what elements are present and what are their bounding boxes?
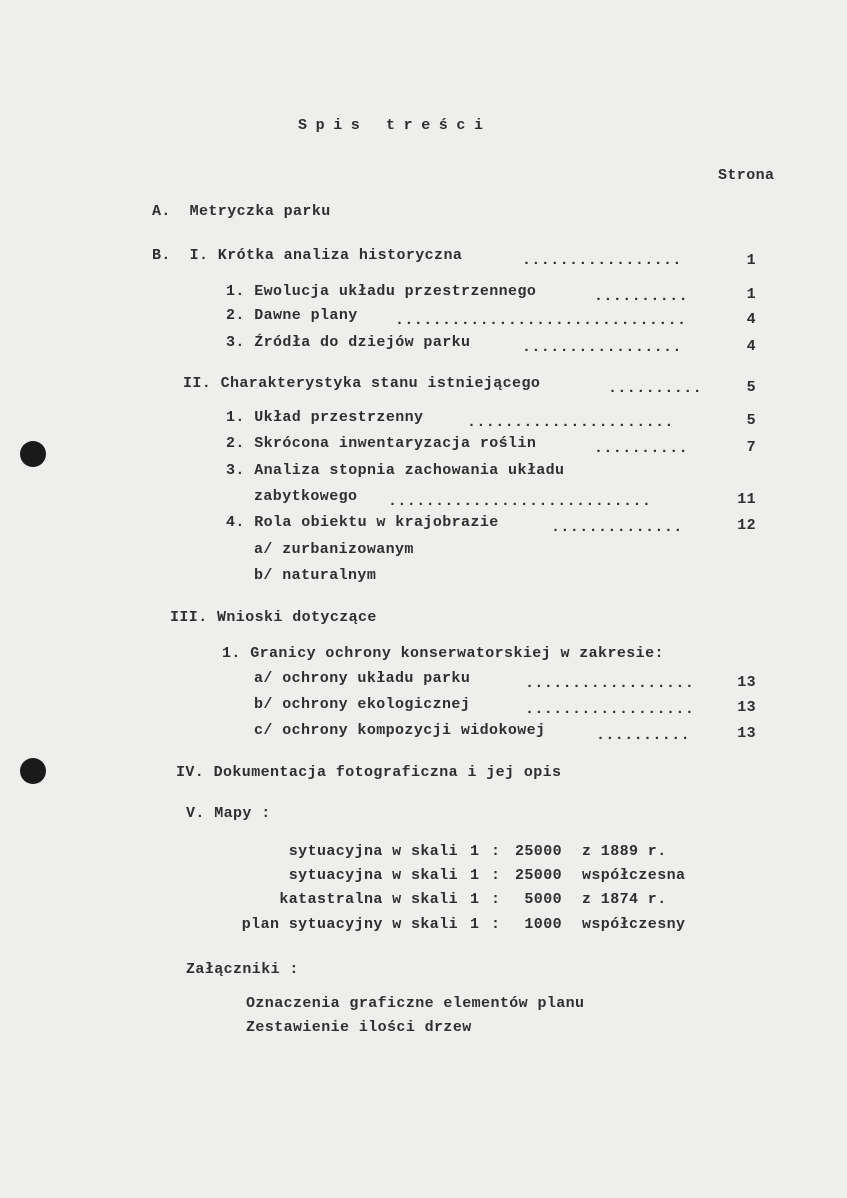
binder-hole-top (20, 441, 46, 467)
toc-entry-page: 4 (746, 311, 756, 328)
toc-entry-label: a/ ochrony układu parku (254, 670, 471, 687)
toc-entry-leader: .......... (608, 380, 703, 397)
attachment-item: Zestawienie ilości drzew (246, 1019, 472, 1036)
map-ratio-a: 1 (470, 843, 480, 860)
map-name: katastralna w skali (279, 891, 458, 908)
toc-entry-page: 13 (737, 725, 756, 742)
toc-entry-label: a/ zurbanizowanym (254, 541, 414, 558)
toc-entry-label: 1. Układ przestrzenny (226, 409, 424, 426)
map-ratio-a: 1 (470, 891, 480, 908)
map-ratio-a: 1 (470, 867, 480, 884)
toc-entry-leader: ............................ (388, 493, 652, 510)
toc-entry-page: 13 (737, 674, 756, 691)
map-ratio-b: 1000 (524, 916, 562, 933)
toc-entry-label: b/ ochrony ekologicznej (254, 696, 471, 713)
toc-entry-label: A. Metryczka parku (152, 203, 331, 220)
map-note: z 1889 r. (582, 843, 667, 860)
page-title: Spis treści (298, 117, 492, 134)
toc-entry-label: 1. Ewolucja układu przestrzennego (226, 283, 537, 300)
map-ratio-sep: : (491, 916, 501, 933)
toc-entry-page: 1 (746, 286, 756, 303)
toc-entry-page: 5 (746, 412, 756, 429)
toc-entry-page: 1 (746, 252, 756, 269)
map-note: z 1874 r. (582, 891, 667, 908)
toc-entry-label: zabytkowego (254, 488, 358, 505)
map-ratio-b: 5000 (524, 891, 562, 908)
map-ratio-a: 1 (470, 916, 480, 933)
toc-entry-page: 12 (737, 517, 756, 534)
map-name: plan sytuacyjny w skali (241, 916, 458, 933)
map-ratio-b: 25000 (514, 867, 562, 884)
toc-entry-label: 3. Analiza stopnia zachowania układu (226, 462, 565, 479)
toc-entry-leader: .................. (525, 675, 695, 692)
map-ratio-sep: : (491, 891, 501, 908)
toc-entry-leader: .................. (525, 701, 695, 718)
attachment-item: Oznaczenia graficzne elementów planu (246, 995, 585, 1012)
toc-entry-page: 4 (746, 338, 756, 355)
toc-entry-label: c/ ochrony kompozycji widokowej (254, 722, 546, 739)
toc-entry-leader: ................. (522, 252, 682, 269)
toc-entry-label: III. Wnioski dotyczące (170, 609, 377, 626)
toc-entry-label: V. Mapy : (186, 805, 271, 822)
page-column-header: Strona (718, 167, 775, 184)
map-name: sytuacyjna w skali (288, 867, 458, 884)
toc-entry-label: 2. Dawne plany (226, 307, 358, 324)
toc-entry-page: 13 (737, 699, 756, 716)
map-name: sytuacyjna w skali (288, 843, 458, 860)
toc-entry-label: 4. Rola obiektu w krajobrazie (226, 514, 499, 531)
toc-entry-page: 5 (746, 379, 756, 396)
toc-entry-leader: .............. (551, 519, 683, 536)
toc-entry-leader: .......... (596, 727, 691, 744)
map-ratio-sep: : (491, 867, 501, 884)
toc-entry-label: b/ naturalnym (254, 567, 377, 584)
map-note: współczesna (582, 867, 686, 884)
toc-entry-page: 11 (737, 491, 756, 508)
map-ratio-b: 25000 (514, 843, 562, 860)
toc-entry-leader: .......... (594, 288, 689, 305)
toc-entry-label: 1. Granicy ochrony konserwatorskiej w zakresie: (222, 645, 664, 662)
toc-entry-leader: ................. (522, 339, 682, 356)
toc-entry-label: 2. Skrócona inwentaryzacja roślin (226, 435, 537, 452)
toc-entry-label: 3. Źródła do dziejów parku (226, 334, 471, 351)
toc-entry-page: 7 (746, 439, 756, 456)
toc-entry-label: II. Charakterystyka stanu istniejącego (183, 375, 541, 392)
toc-entry-leader: .......... (594, 440, 689, 457)
map-note: współczesny (582, 916, 686, 933)
attachments-heading: Załączniki : (186, 961, 299, 978)
toc-entry-label: IV. Dokumentacja fotograficzna i jej opis (176, 764, 562, 781)
map-ratio-sep: : (491, 843, 501, 860)
toc-entry-label: B. I. Krótka analiza historyczna (152, 247, 463, 264)
binder-hole-bottom (20, 758, 46, 784)
toc-entry-leader: ...................... (467, 414, 674, 431)
toc-entry-leader: ............................... (395, 312, 687, 329)
